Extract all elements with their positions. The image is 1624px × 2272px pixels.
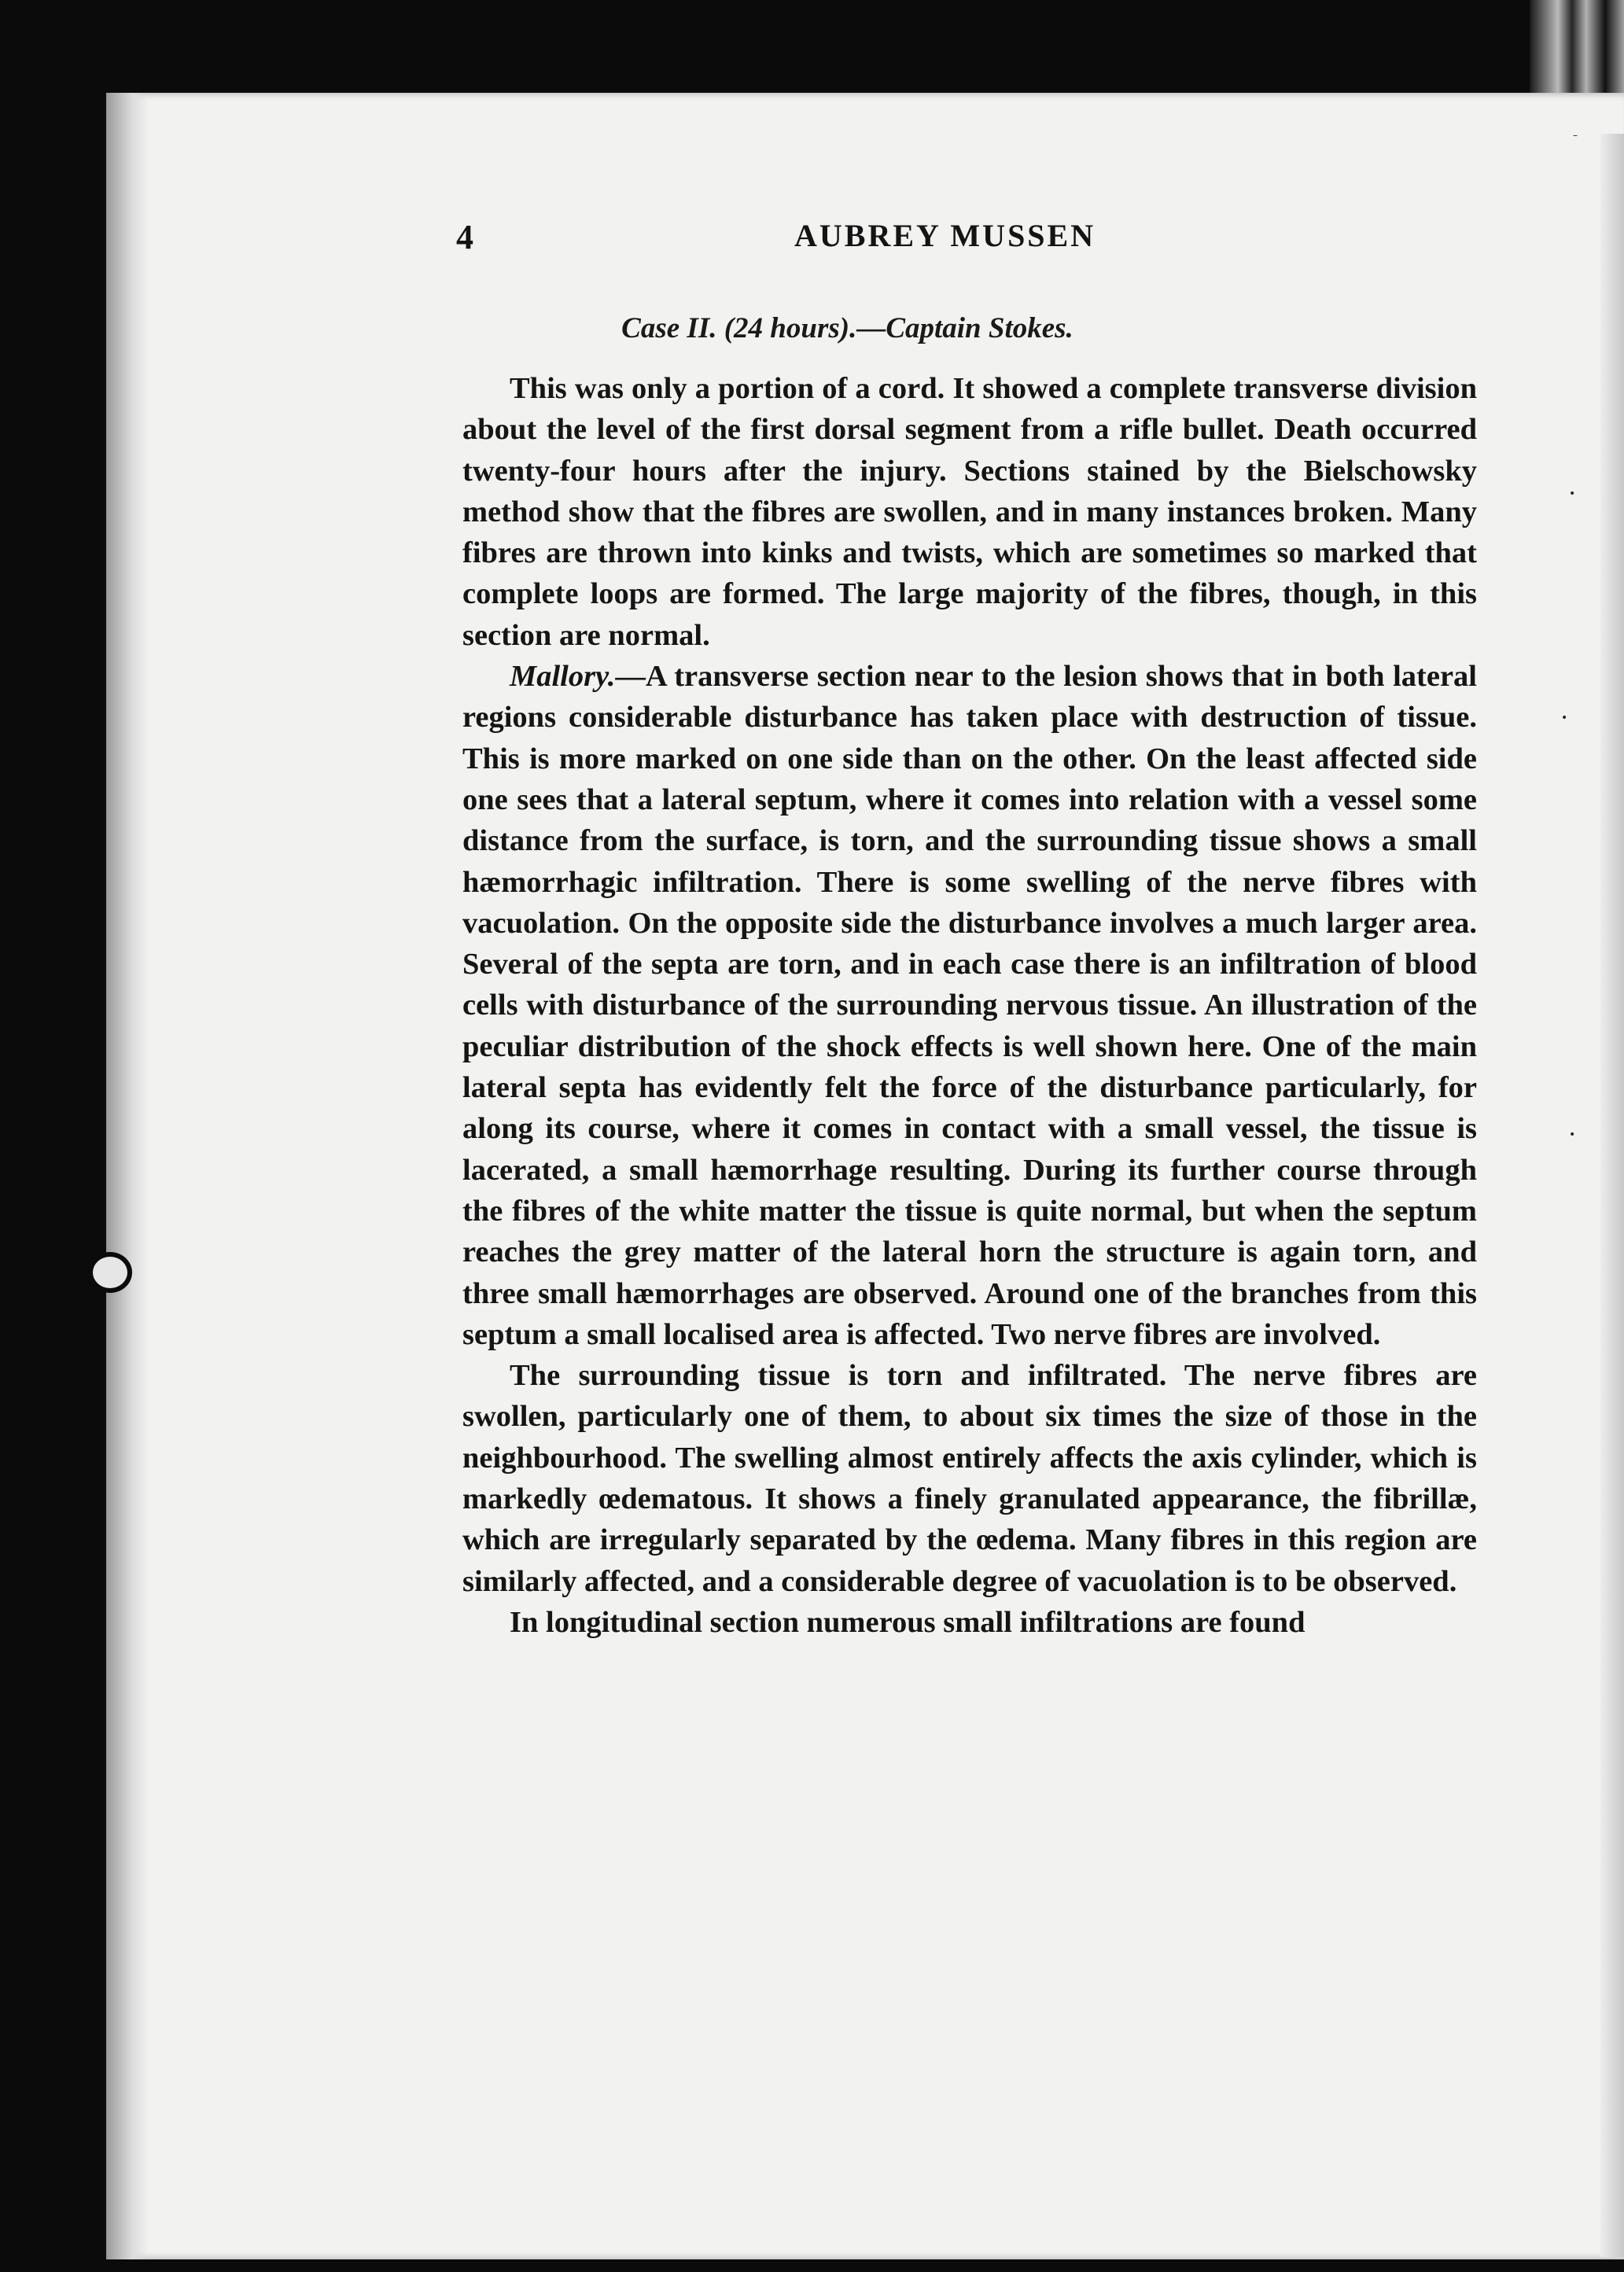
page-right-edge bbox=[1600, 134, 1624, 2257]
running-head: AUBREY MUSSEN bbox=[794, 218, 1096, 253]
page-gutter-shadow bbox=[106, 93, 149, 2259]
body-text bbox=[462, 368, 1477, 1643]
paragraph-text: This was only a portion of a cord. It showed a complete transverse division about the level of the first dorsal segment from a rifle bullet. Death occurred twenty-four hours after the injury. Sections stained by the Bielschowsky method show that the fibres are swollen, and in many instances broken. Many fibres are thrown into kinks and twists, which are sometimes so marked that complete loops are formed. The large majority of the fibres, though, in this section are normal. bbox=[462, 372, 1477, 652]
margin-blot bbox=[88, 1252, 132, 1293]
paragraph-1 bbox=[462, 368, 1477, 656]
paragraph-4 bbox=[462, 1602, 1477, 1643]
margin-speck: • bbox=[1561, 712, 1568, 724]
margin-speck: – bbox=[1573, 130, 1578, 141]
paragraph-lead: Mallory. bbox=[510, 660, 616, 694]
page-header bbox=[456, 217, 1479, 264]
case-heading: Case II. (24 hours).—Captain Stokes. bbox=[621, 312, 1073, 344]
page-number: 4 bbox=[456, 218, 473, 256]
paragraph-text: In longitudinal section numerous small infiltrations are found bbox=[510, 1605, 1305, 1639]
margin-speck: • bbox=[1569, 488, 1576, 500]
paragraph-text: The surrounding tissue is torn and infiltrated. The nerve fibres are swollen, particularly one of them, to about six times the size of those in the neighbourhood. The swelling almost entirely affects the axis cylinder, which is markedly œdematous. It shows a finely granulated appearance, the fibrillæ, which are irregularly separated by the œdema. Many fibres in this region are similarly affected, and a considerable degree of vacuolation is to be observed. bbox=[462, 1359, 1477, 1598]
paragraph-3 bbox=[462, 1355, 1477, 1602]
paragraph-text: —A transverse section near to the lesion shows that in both lateral regions considerable disturbance has taken place with destruction of tissue. This is more marked on one side than on the other. On the least affected side one sees that a lateral septum, where it comes into relation with a vessel some distance from the surface, is torn, and the surrounding tissue shows a small hæmorrhagic infiltration. There is some swelling of the nerve fibres with vacuolation. On the opposite side the disturbance involves a much larger area. Several of the septa are torn, and in each case there is an infiltration of blood cells with disturbance of the surrounding nervous tissue. An illustration of the peculiar distribution of the shock effects is well shown here. One of the main lateral septa has evidently felt the force of the disturbance particularly, for along its course, where it comes in contact with a small vessel, the tissue is lacerated, a small hæmorrhage resulting. During its further course through the fibres of the white matter the tissue is quite normal, but when the septum reaches the grey matter of the lateral horn the structure is again torn, and three small hæmorrhages are observed. Around one of the branches from this septum a small localised area is affected. Two nerve fibres are involved. bbox=[462, 660, 1477, 1351]
margin-speck: • bbox=[1569, 1129, 1576, 1141]
paragraph-2 bbox=[462, 656, 1477, 1355]
